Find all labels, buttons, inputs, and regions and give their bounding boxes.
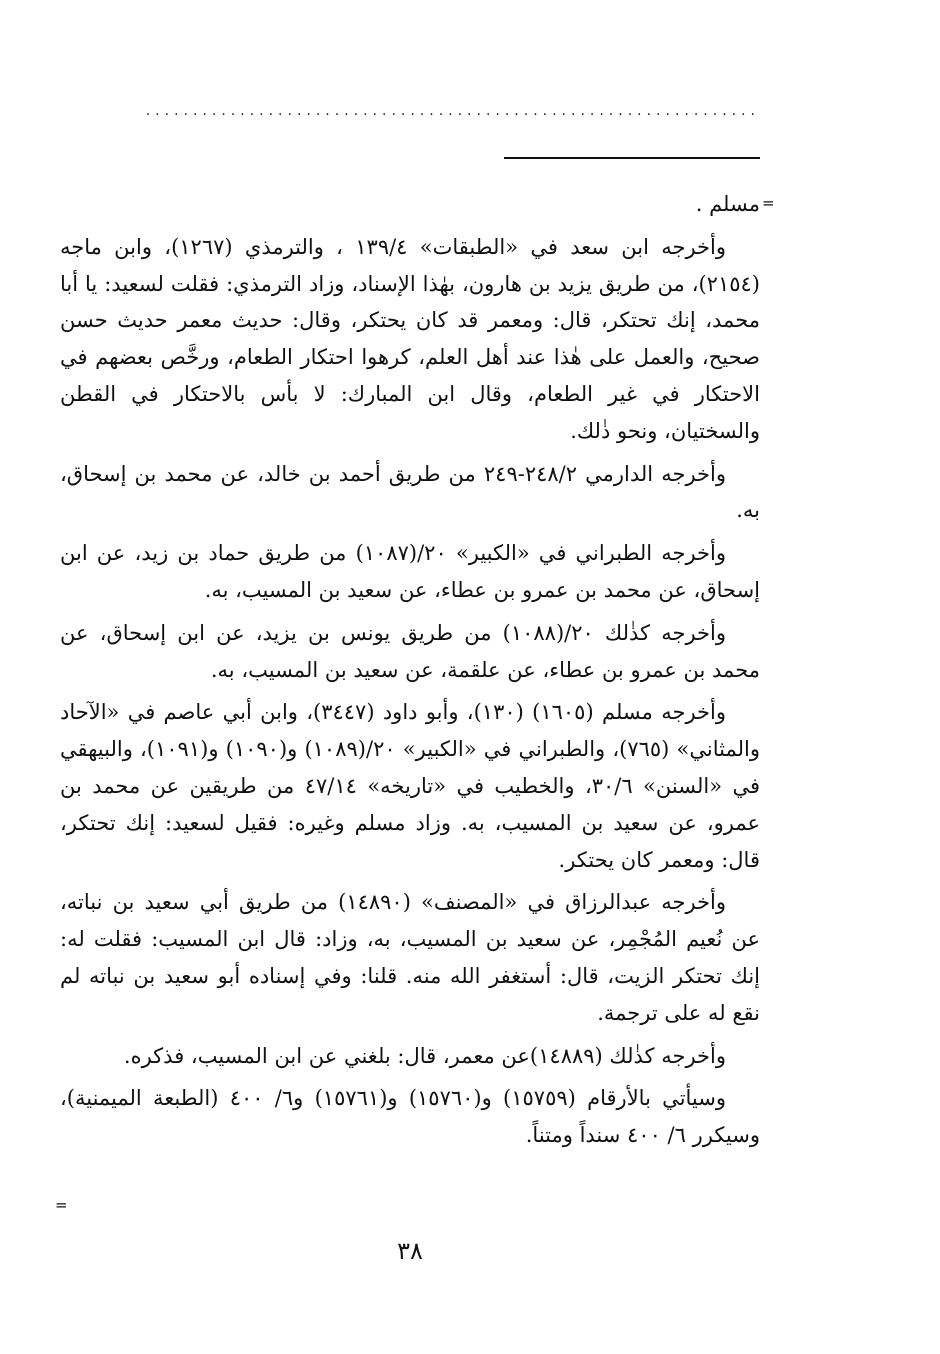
- footnote-paragraph-2: وأخرجه ابن سعد في «الطبقات» ١٣٩/٤ ، والترمذي (١٢٦٧)، وابن ماجه (٢١٥٤)، من طريق يزيد بن هارون، بهٰذا الإسناد، وزاد الترمذي: فقلت لسعيد: يا أبا محمد، إنك تحتكر، قال: ومعمر قد كان يحتكر، وقال: حديث معمر حديث حسن صحيح، والعمل على هٰذا عند أهل العلم، كرهوا احتكار الطعام، ورخَّص بعضهم في الاحتكار في غير الطعام، وقال ابن المبارك: لا بأس بالاحتكار في القطن والسختيان، ونحو ذٰلك.: [60, 234, 760, 443]
- footnote-paragraph-1: مسلم .: [695, 192, 760, 216]
- footnote-paragraph-7: وأخرجه عبدالرزاق في «المصنف» (١٤٨٩٠) من طريق أبي سعيد بن نباته، عن نُعيم المُجْمِر، عن سعيد بن المسيب، به، وزاد: قال ابن المسيب: فقلت له: إنك تحتكر الزيت، قال: أستغفر الله منه. قلنا: وفي إسناده أبو سعيد بن نباته لم نقع له على ترجمة.: [60, 890, 760, 1025]
- footnote-paragraph-6: وأخرجه مسلم (١٦٠٥) (١٣٠)، وأبو داود (٣٤٤٧)، وابن أبي عاصم في «الآحاد والمثاني» (٧٦٥)، والطبراني في «الكبير» ٢٠/(١٠٨٩) و(١٠٩٠) و(١٠٩١)، والبيهقي في «السنن» ٣٠/٦، والخطيب في «تاريخه» ٤٧/١٤ من طريقين عن محمد بن عمرو، عن سعيد بن المسيب، به. وزاد مسلم وغيره: فقيل لسعيد: إنك تحتكر، قال: ومعمر كان يحتكر.: [60, 700, 760, 872]
- footnote-paragraph-3: وأخرجه الدارمي ٢٤٨/٢-٢٤٩ من طريق أحمد بن خالد، عن محمد بن إسحاق، به.: [60, 461, 760, 523]
- footnote-paragraph-9: وسيأتي بالأرقام (١٥٧٥٩) و(١٥٧٦٠) و(١٥٧٦١) و٦/ ٤٠٠ (الطبعة الميمنية)، وسيكرر ٦/ ٤٠٠ سنداً ومتناً.: [60, 1086, 760, 1148]
- page-number: ٣٨: [397, 1237, 423, 1265]
- footnote-separator-rule: [504, 157, 760, 159]
- footnote-paragraph-4: وأخرجه الطبراني في «الكبير» ٢٠/(١٠٨٧) من طريق حماد بن زيد، عن ابن إسحاق، عن محمد بن عمرو بن عطاء، عن سعيد بن المسيب، به.: [60, 541, 760, 602]
- footnote-paragraph-5: وأخرجه كذٰلك ٢٠/(١٠٨٨) من طريق يونس بن يزيد، عن ابن إسحاق، عن محمد بن عمرو بن عطاء، عن علقمة، عن سعيد بن المسيب، به.: [60, 620, 760, 682]
- footnote-continuation-mark-top: =: [762, 194, 775, 212]
- footnote-text-block: [60, 186, 760, 1160]
- header-dotted-line: .................................................................: [145, 104, 760, 118]
- footnote-continuation-mark-bottom: =: [55, 1196, 68, 1214]
- footnote-paragraph-8: وأخرجه كذٰلك (١٤٨٨٩)عن معمر، قال: بلغني عن ابن المسيب، فذكره.: [123, 1043, 726, 1068]
